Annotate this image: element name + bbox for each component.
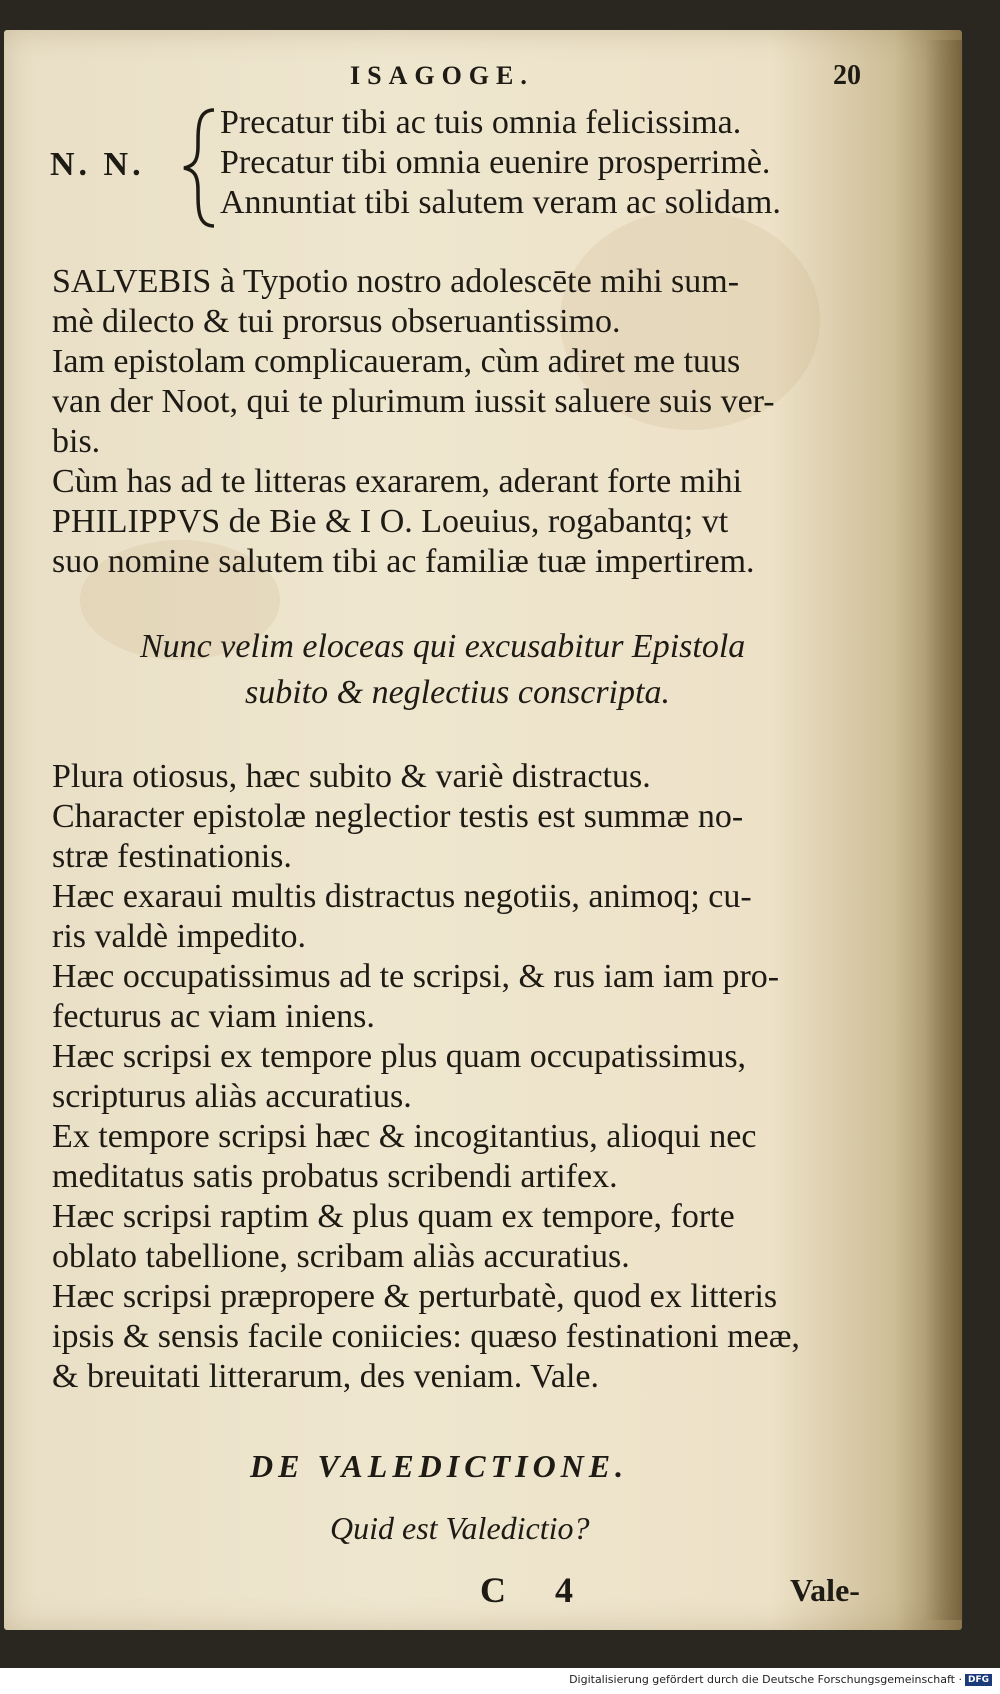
excuse-line: fecturus ac viam iniens. [52,998,375,1035]
excuse-line: Character epistolæ neglectior testis est summæ no- [52,798,744,835]
excuse-line: ris valdè impedito. [52,918,307,955]
curly-brace-icon [180,106,220,230]
catchword: Vale- [790,1572,860,1608]
excuse-line: stræ festinationis. [52,838,292,875]
excuse-line: Ex tempore scripsi hæc & incogitantius, alioqui nec [52,1118,757,1155]
excuse-line: & breuitati litterarum, des veniam. Vale. [52,1358,599,1395]
paragraph-line: bis. [52,423,101,460]
page-gutter-shadow [925,40,963,1620]
excuse-line: Hæc scripsi præpropere & perturbatè, quod ex litteris [52,1278,778,1315]
section-title: DE VALEDICTIONE. [250,1448,629,1484]
excuse-line: Hæc exaraui multis distractus negotiis, animoq; cu- [52,878,752,915]
paragraph-line: van der Noot, qui te plurimum iussit saluere suis ver- [52,383,775,420]
excuse-line: Hæc scripsi ex tempore plus quam occupatissimus, [52,1038,747,1075]
running-head: ISAGOGE. [350,61,534,90]
dfg-logo: DFG [965,1674,992,1686]
excuse-line: oblato tabellione, scribam aliàs accuratius. [52,1238,630,1275]
addressee-label: N. N. [50,146,145,183]
excuse-line: scripturus aliàs accuratius. [52,1078,412,1115]
digitization-credit [569,1673,992,1686]
excuse-line: meditatus satis probatus scribendi artifex. [52,1158,618,1195]
paragraph-line: mè dilecto & tui prorsus obseruantissimo. [52,303,621,340]
excuse-line: Hæc scripsi raptim & plus quam ex tempore, forte [52,1198,735,1235]
section-heading-line-1: Nunc velim eloceas qui excusabitur Epistola [140,628,746,665]
brace-line-1: Precatur tibi ac tuis omnia felicissima. [220,104,742,141]
paragraph-line: SALVEBIS à Typotio nostro adolescēte mihi sum- [52,263,740,300]
paragraph-line: suo nomine salutem tibi ac familiæ tuæ impertirem. [52,543,755,580]
signature-mark: C 4 [480,1570,593,1610]
section-heading-line-2: subito & neglectius conscripta. [245,674,670,711]
brace-line-2: Precatur tibi omnia euenire prosperrimè. [220,144,771,181]
excuse-line: ipsis & sensis facile coniicies: quæso festinationi meæ, [52,1318,800,1355]
paragraph-line: Iam epistolam complicaueram, cùm adiret me tuus [52,343,741,380]
brace-line-3: Annuntiat tibi salutem veram ac solidam. [220,184,781,221]
credit-text: Digitalisierung gefördert durch die Deutsche Forschungsgemeinschaft · [569,1673,962,1686]
excuse-line: Plura otiosus, hæc subito & variè distractus. [52,758,651,795]
paragraph-line: PHILIPPVS de Bie & I O. Loeuius, rogabantq; vt [52,503,729,540]
excuse-line: Hæc occupatissimus ad te scripsi, & rus iam iam pro- [52,958,780,995]
question-heading: Quid est Valedictio? [330,1510,590,1546]
paragraph-line: Cùm has ad te litteras exararem, aderant forte mihi [52,463,743,500]
page-number: 20 [833,60,861,91]
